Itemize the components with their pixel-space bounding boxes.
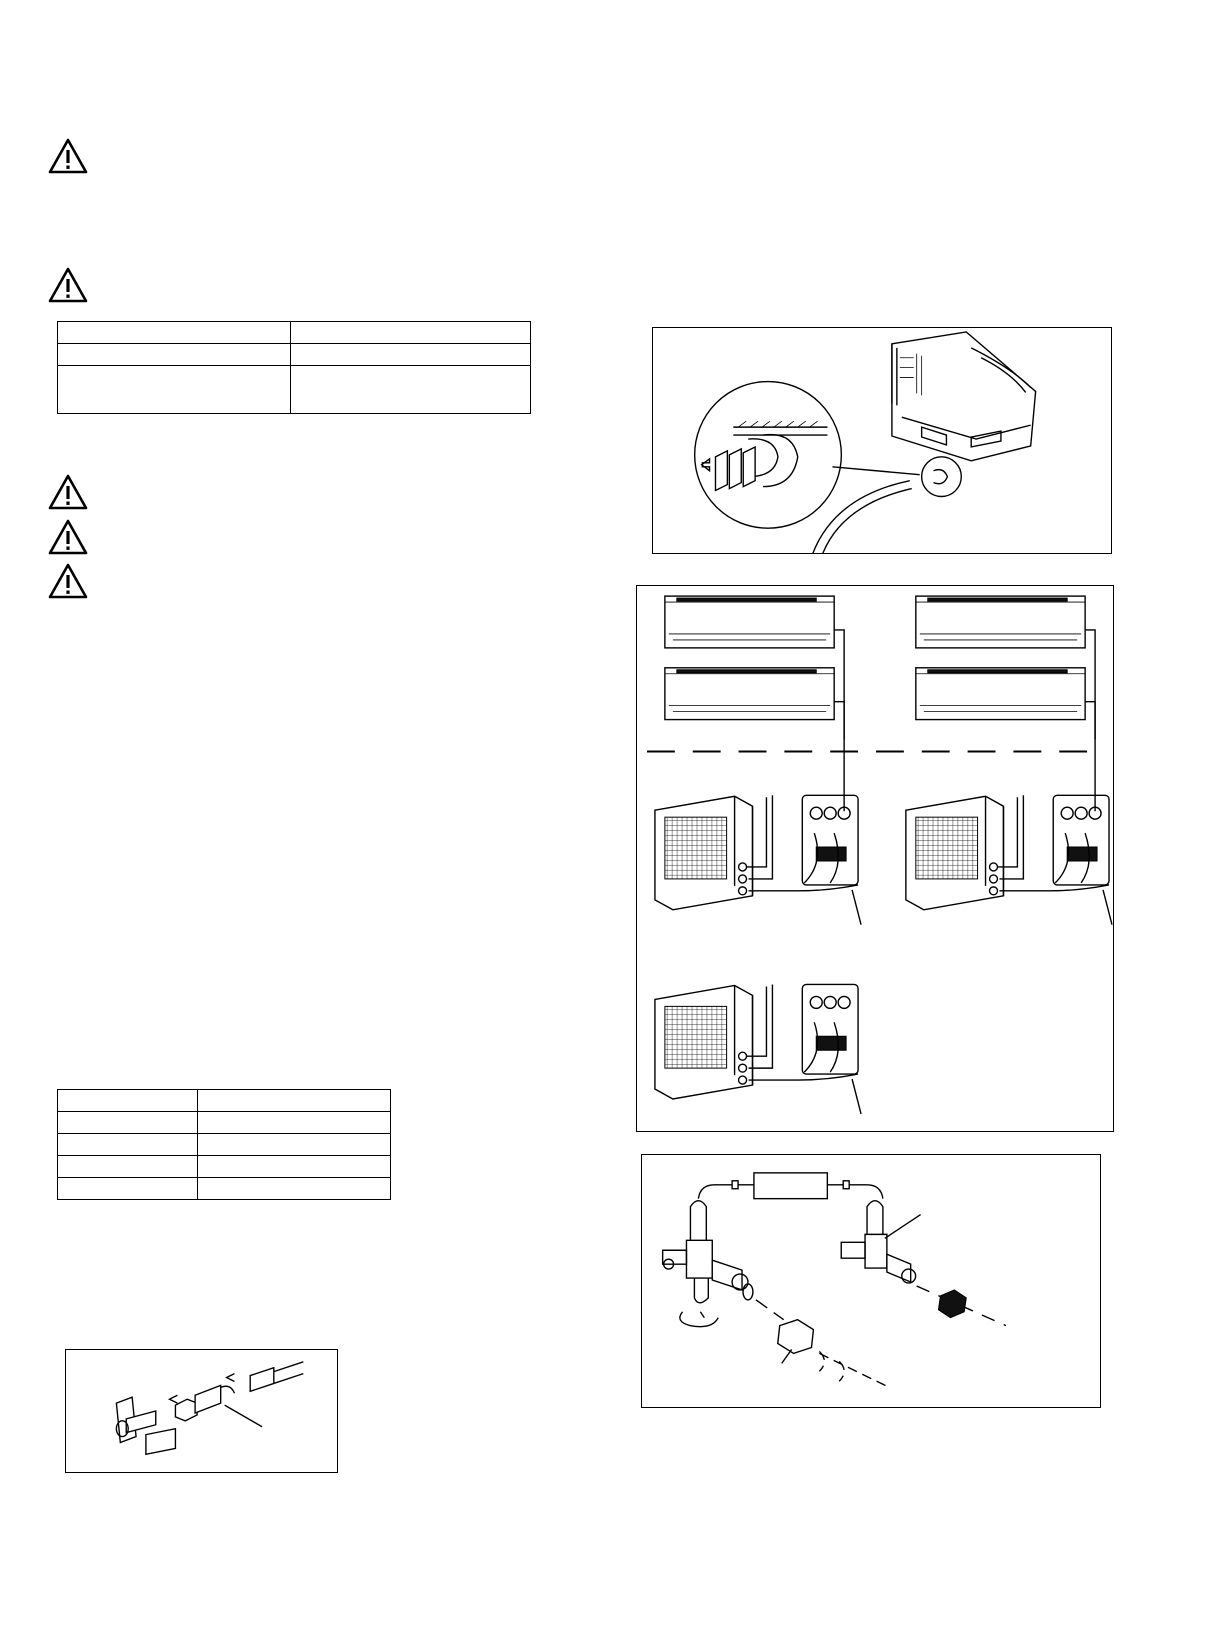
vacuum-pump-valve-figure [641, 1154, 1101, 1408]
table-row [58, 1112, 391, 1134]
table-row [58, 1134, 391, 1156]
table-row [58, 1156, 391, 1178]
warning-triangle-icon [48, 267, 88, 303]
specification-table-bottom [57, 1089, 391, 1200]
table-row [58, 1090, 391, 1112]
warning-triangle-icon [48, 519, 88, 555]
warning-triangle-icon [48, 474, 88, 510]
table-row [58, 1178, 391, 1200]
table-row [58, 366, 531, 414]
indoor-outdoor-connection-figure [636, 585, 1114, 1132]
flare-nut-figure [65, 1349, 338, 1473]
table-row [58, 344, 531, 366]
drain-hose-figure [652, 327, 1112, 554]
warning-triangle-icon [48, 138, 88, 174]
table-row [58, 322, 531, 344]
warning-triangle-icon [48, 563, 88, 599]
specification-table-top [57, 321, 531, 414]
